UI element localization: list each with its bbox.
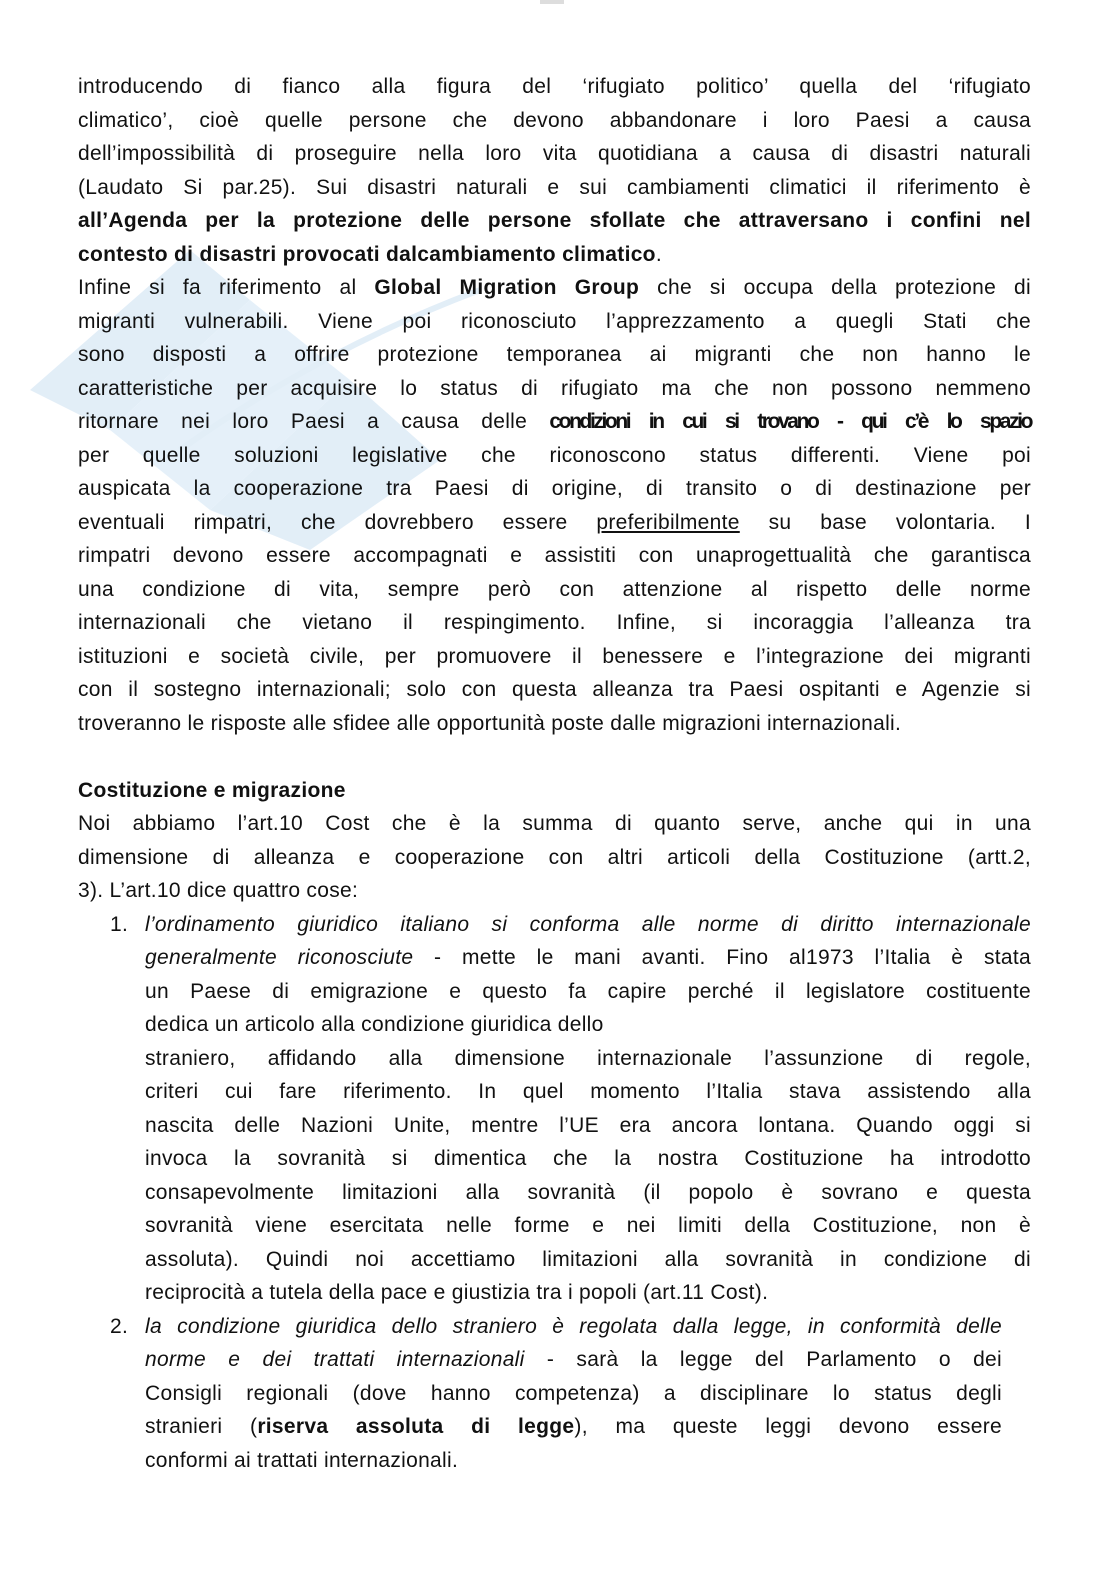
- text-segment: Noi abbiamo l’art.10 Cost che è la summa di quanto serve, anche qui in una: [78, 812, 1031, 835]
- italic-text: generalmente riconosciute: [145, 946, 414, 969]
- bold-text: Global Migration Group: [374, 276, 640, 299]
- text-segment: .: [655, 242, 662, 266]
- text-segment: migranti vulnerabili. Viene poi riconosciuto l’apprezzamento a quegli Stati che: [78, 309, 1031, 333]
- text-line: [78, 305, 1031, 339]
- text-line: [145, 1243, 1031, 1277]
- text-segment: dedica un articolo alla condizione giuridica dello: [145, 1013, 604, 1036]
- text-segment: (Laudato Si par.25). Sui disastri naturali e sui cambiamenti climatici il riferimento è: [78, 175, 1031, 199]
- text-line: [145, 1042, 1031, 1076]
- text-line: [78, 338, 1031, 372]
- underlined-text: preferibilmente: [596, 510, 740, 534]
- text-segment: invoca la sovranità si dimentica che la nostra Costituzione ha introdotto: [145, 1147, 1031, 1170]
- text-line: [78, 874, 1031, 908]
- text-line: [78, 271, 1031, 305]
- bold-text: all’Agenda per la protezione delle persone sfollate che attraversano i confini nel: [78, 209, 1031, 232]
- text-line: [78, 372, 1031, 406]
- text-segment: straniero, affidando alla dimensione internazionale l’assunzione di regole,: [145, 1046, 1031, 1070]
- text-line: [145, 941, 1031, 975]
- text-segment: reciprocità a tutela della pace e giustizia tra i popoli (art.11 Cost).: [145, 1281, 769, 1304]
- text-line: [145, 1343, 1002, 1377]
- text-segment: che si occupa della protezione di: [639, 276, 1031, 299]
- text-line: [145, 1209, 1031, 1243]
- text-line: [78, 506, 1031, 540]
- text-segment: internazionali che vietano il respingimento. Infine, si incoraggia l’alleanza tra: [78, 611, 1031, 634]
- text-segment: assoluta). Quindi noi accettiamo limitazioni alla sovranità in condizione di: [145, 1247, 1031, 1271]
- text-line: [78, 606, 1031, 640]
- text-line: [78, 171, 1031, 205]
- text-line: [145, 1142, 1031, 1176]
- text-line: [145, 975, 1031, 1009]
- text-line: [110, 908, 1031, 942]
- text-line: [78, 573, 1031, 607]
- list-number: 1.: [110, 912, 129, 936]
- text-line: [145, 1075, 1031, 1109]
- text-line: [78, 405, 1031, 439]
- text-line: [145, 1377, 1002, 1411]
- text-segment: - sarà la legge del Parlamento o dei: [524, 1348, 1002, 1371]
- text-segment: dimensione di alleanza e cooperazione con altri articoli della Costituzione (artt.2,: [78, 845, 1031, 869]
- text-line: [78, 539, 1031, 573]
- text-segment: conformi ai trattati internazionali.: [145, 1448, 459, 1472]
- blank-line: [78, 740, 1031, 774]
- text-segment: - mette le mani avanti. Fino al1973 l’Italia è stata: [413, 946, 1031, 969]
- text-line: [78, 707, 1031, 741]
- bold-text: condizioni in cui si trovano - qui c’è lo spazio: [549, 410, 1031, 433]
- text-line: [78, 70, 1031, 104]
- document-body: [78, 70, 1031, 1477]
- bold-text: Costituzione e migrazione: [78, 778, 346, 802]
- text-segment: ), ma queste leggi devono essere: [574, 1415, 1002, 1438]
- text-segment: su base volontaria. I: [739, 510, 1031, 534]
- section-heading: [78, 774, 1031, 808]
- page-header-mark: [540, 0, 564, 4]
- text-segment: caratteristiche per acquisire lo status di rifugiato ma che non possono nemmeno: [78, 376, 1031, 400]
- text-line: [78, 472, 1031, 506]
- italic-text: la condizione giuridica dello straniero è regolata dalla legge, in conformità delle: [145, 1314, 1002, 1338]
- text-line: [78, 238, 1031, 272]
- text-segment: stranieri (: [145, 1415, 258, 1438]
- text-line: [145, 1444, 1002, 1478]
- text-segment: Consigli regionali (dove hanno competenza) a disciplinare lo status degli: [145, 1381, 1002, 1405]
- bold-text: contesto di disastri provocati dalcambiamento climatico: [78, 242, 656, 266]
- text-segment: dell’impossibilità di proseguire nella loro vita quotidiana a causa di disastri naturali: [78, 142, 1031, 165]
- text-segment: sono disposti a offrire protezione temporanea ai migranti che non hanno le: [78, 343, 1031, 366]
- text-line: [145, 1276, 1031, 1310]
- text-line: [78, 137, 1031, 171]
- text-segment: auspicata la cooperazione tra Paesi di origine, di transito o di destinazione per: [78, 477, 1031, 500]
- text-segment: climatico’, cioè quelle persone che devono abbandonare i loro Paesi a causa: [78, 108, 1031, 132]
- text-line: [110, 1310, 1002, 1344]
- text-line: [78, 104, 1031, 138]
- text-segment: con il sostegno internazionali; solo con questa alleanza tra Paesi ospitanti e Agenzie si: [78, 678, 1031, 701]
- text-segment: troveranno le risposte alle sfidee alle opportunità poste dalle migrazioni internazionali.: [78, 711, 902, 735]
- text-line: [145, 1176, 1031, 1210]
- text-segment: criteri cui fare riferimento. In quel momento l’Italia stava assistendo alla: [145, 1080, 1031, 1103]
- text-segment: istituzioni e società civile, per promuovere il benessere e l’integrazione dei migranti: [78, 644, 1031, 668]
- text-segment: rimpatri devono essere accompagnati e assistiti con unaprogettualità che garantisca: [78, 544, 1031, 567]
- text-segment: sovranità viene esercitata nelle forme e nei limiti della Costituzione, non è: [145, 1214, 1031, 1237]
- italic-text: norme e dei trattati internazionali: [145, 1348, 525, 1371]
- text-line: [145, 1109, 1031, 1143]
- text-segment: una condizione di vita, sempre però con attenzione al rispetto delle norme: [78, 577, 1031, 601]
- list-number: 2.: [110, 1314, 129, 1338]
- text-line: [78, 841, 1031, 875]
- text-segment: 3). L’art.10 dice quattro cose:: [78, 879, 359, 902]
- text-segment: introducendo di fianco alla figura del ‘rifugiato politico’ quella del ‘rifugiato: [78, 75, 1031, 98]
- text-line: [78, 204, 1031, 238]
- text-segment: per quelle soluzioni legislative che riconoscono status differenti. Viene poi: [78, 443, 1031, 467]
- text-segment: ritornare nei loro Paesi a causa delle: [78, 410, 550, 433]
- text-segment: eventuali rimpatri, che dovrebbero essere: [78, 510, 597, 534]
- text-line: [78, 673, 1031, 707]
- text-line: [145, 1008, 1031, 1042]
- bold-text: riserva assoluta di legge: [257, 1415, 575, 1438]
- text-line: [145, 1410, 1002, 1444]
- italic-text: l’ordinamento giuridico italiano si conforma alle norme di diritto internazionale: [145, 912, 1031, 936]
- text-line: [78, 640, 1031, 674]
- text-segment: consapevolmente limitazioni alla sovranità (il popolo è sovrano e questa: [145, 1180, 1031, 1204]
- text-line: [78, 439, 1031, 473]
- text-segment: nascita delle Nazioni Unite, mentre l’UE era ancora lontana. Quando oggi si: [145, 1113, 1031, 1137]
- text-segment: un Paese di emigrazione e questo fa capire perché il legislatore costituente: [145, 979, 1031, 1003]
- text-segment: Infine si fa riferimento al: [78, 276, 375, 299]
- text-line: [78, 807, 1031, 841]
